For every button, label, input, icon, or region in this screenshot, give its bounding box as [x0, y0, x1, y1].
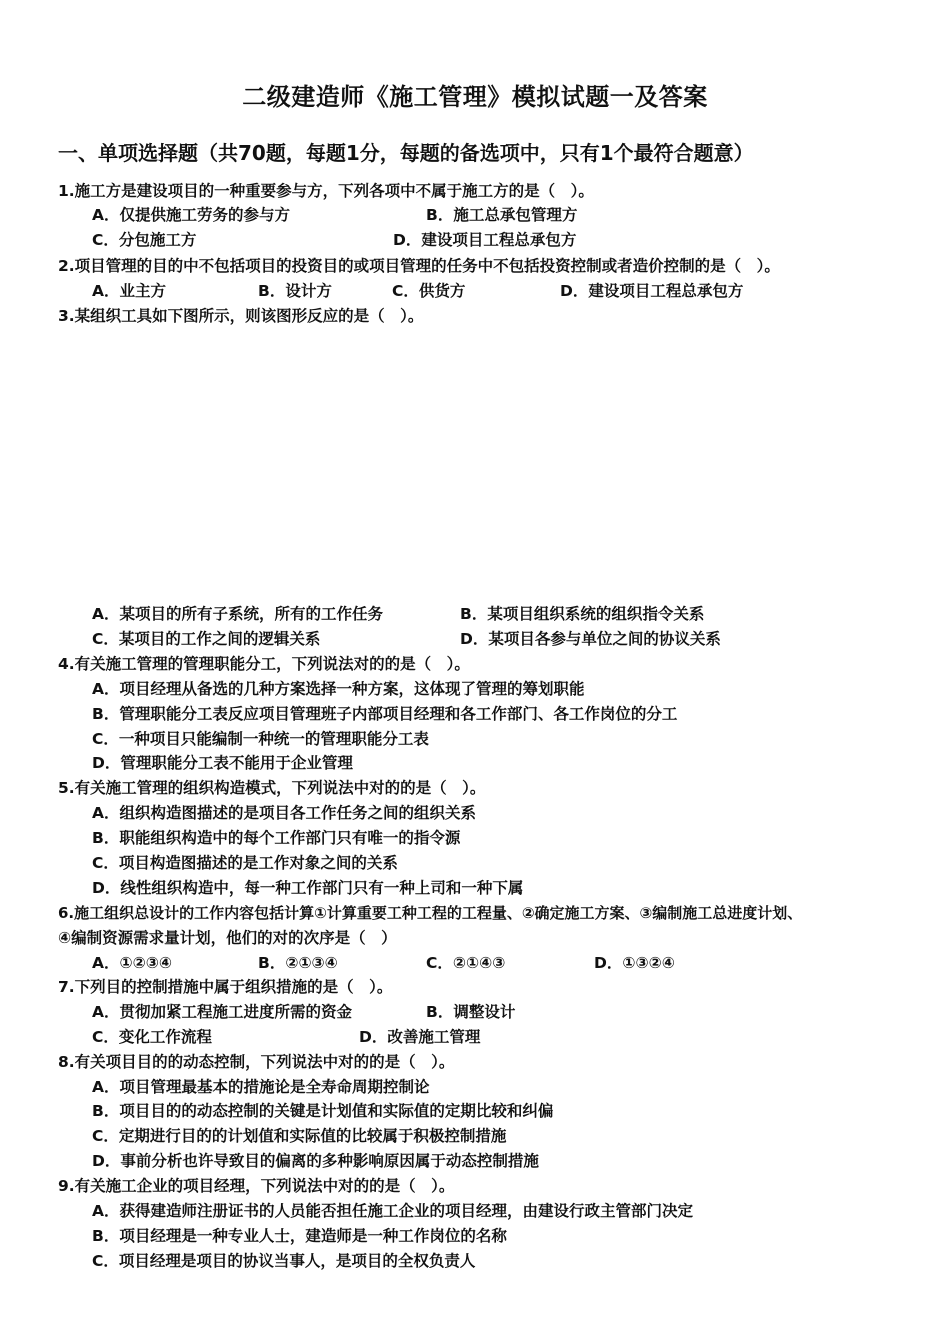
q4-option-c: C．一种项目只能编制一种统一的管理职能分工表 — [92, 730, 429, 748]
question-8-stem: 8.有关项目目的的动态控制，下列说法中对的的是（ ）。 — [58, 1053, 455, 1071]
q5-option-d: D．线性组织构造中，每一种工作部门只有一种上司和一种下属 — [92, 879, 524, 897]
q9-option-b: B．项目经理是一种专业人士，建造师是一种工作岗位的名称 — [92, 1227, 507, 1245]
q7-option-a: A．贯彻加紧工程施工进度所需的资金 — [92, 1003, 352, 1021]
question-5-stem: 5.有关施工管理的组织构造模式，下列说法中对的的是（ ）。 — [58, 779, 486, 797]
q8-option-a: A．项目管理最基本的措施论是全寿命周期控制论 — [92, 1078, 430, 1096]
q3-option-a: A．某项目的所有子系统，所有的工作任务 — [92, 605, 383, 623]
section-heading: 一、单项选择题（共70题，每题1分，每题的备选项中，只有1个最符合题意） — [58, 141, 754, 165]
q1-option-d: D．建设项目工程总承包方 — [393, 231, 577, 249]
q4-option-a: A．项目经理从备选的几种方案选择一种方案，这体现了管理的筹划职能 — [92, 680, 585, 698]
question-4-stem: 4.有关施工管理的管理职能分工，下列说法对的的是（ ）。 — [58, 655, 470, 673]
q2-option-d: D．建设项目工程总承包方 — [560, 282, 744, 300]
q7-option-d: D．改善施工管理 — [359, 1028, 481, 1046]
question-7-stem: 7.下列目的控制措施中属于组织措施的是（ ）。 — [58, 978, 393, 996]
q9-option-a: A．获得建造师注册证书的人员能否担任施工企业的项目经理，由建设行政主管部门决定 — [92, 1202, 693, 1220]
q8-option-b: B．项目目的的动态控制的关键是计划值和实际值的定期比较和纠偏 — [92, 1102, 554, 1120]
question-6-stem-continued: ④编制资源需求量计划，他们的对的次序是（ ） — [58, 929, 397, 947]
q6-option-d: D．①③②④ — [594, 954, 675, 972]
q6-option-c: C．②①④③ — [426, 954, 506, 972]
q3-option-c: C．某项目的工作之间的逻辑关系 — [92, 630, 321, 648]
q7-option-c: C．变化工作流程 — [92, 1028, 212, 1046]
q5-option-b: B．职能组织构造中的每个工作部门只有唯一的指令源 — [92, 829, 461, 847]
document-title: 二级建造师《施工管理》模拟试题一及答案 — [242, 83, 708, 111]
question-3-figure-blank — [58, 330, 888, 600]
q2-option-b: B．设计方 — [258, 282, 332, 300]
q3-option-b: B．某项目组织系统的组织指令关系 — [460, 605, 705, 623]
q6-option-b: B．②①③④ — [258, 954, 338, 972]
q2-option-c: C．供货方 — [392, 282, 466, 300]
question-6-stem: 6.施工组织总设计的工作内容包括计算①计算重要工种工程的工程量、②确定施工方案、③编制施工总进度计划、 — [58, 904, 803, 922]
q5-option-a: A．组织构造图描述的是项目各工作任务之间的组织关系 — [92, 804, 476, 822]
q5-option-c: C．项目构造图描述的是工作对象之间的关系 — [92, 854, 398, 872]
q1-option-c: C．分包施工方 — [92, 231, 197, 249]
q6-option-a: A．①②③④ — [92, 954, 172, 972]
q1-option-b: B．施工总承包管理方 — [426, 206, 578, 224]
q2-option-a: A．业主方 — [92, 282, 166, 300]
q4-option-d: D．管理职能分工表不能用于企业管理 — [92, 754, 353, 772]
q7-option-b: B．调整设计 — [426, 1003, 516, 1021]
question-2-stem: 2.项目管理的目的中不包括项目的投资目的或项目管理的任务中不包括投资控制或者造价控制的是（ ）。 — [58, 257, 780, 275]
question-1-stem: 1.施工方是建设项目的一种重要参与方，下列各项中不属于施工方的是（ ）。 — [58, 182, 594, 200]
question-9-stem: 9.有关施工企业的项目经理，下列说法中对的的是（ ）。 — [58, 1177, 455, 1195]
q1-option-a: A．仅提供施工劳务的参与方 — [92, 206, 290, 224]
q4-option-b: B．管理职能分工表反应项目管理班子内部项目经理和各工作部门、各工作岗位的分工 — [92, 705, 678, 723]
question-3-stem: 3.某组织工具如下图所示，则该图形反应的是（ ）。 — [58, 307, 424, 325]
q8-option-c: C．定期进行目的的计划值和实际值的比较属于积极控制措施 — [92, 1127, 507, 1145]
q3-option-d: D．某项目各参与单位之间的协议关系 — [460, 630, 721, 648]
q8-option-d: D．事前分析也许导致目的偏离的多种影响原因属于动态控制措施 — [92, 1152, 539, 1170]
q9-option-c: C．项目经理是项目的协议当事人，是项目的全权负责人 — [92, 1252, 476, 1270]
